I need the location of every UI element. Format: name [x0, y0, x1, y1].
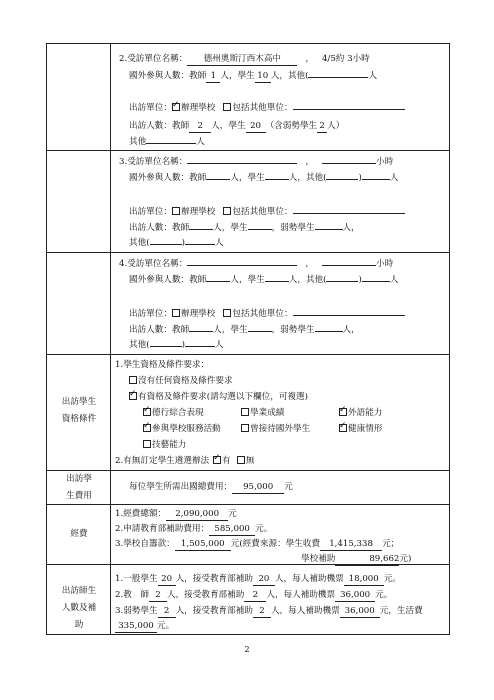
checkbox-skills[interactable] — [143, 440, 151, 448]
qualifications-none-row — [129, 375, 233, 387]
ren-label: 人 — [196, 137, 205, 147]
service-label: 參與學校服務活動 — [152, 424, 221, 434]
budget-moe-field[interactable]: 585,000 — [209, 524, 255, 536]
teachers-field[interactable]: 2 — [149, 590, 167, 602]
other-field[interactable] — [150, 346, 182, 347]
living-expense-field[interactable]: 335,000 — [115, 621, 157, 633]
visit-2-unit-line — [129, 102, 405, 114]
out-tail: ，弱勢學生 — [271, 325, 315, 335]
checkbox-no-requirements[interactable] — [129, 376, 137, 384]
students-label: 人，學生 — [213, 325, 248, 335]
checkbox-other-unit[interactable] — [223, 103, 231, 111]
host-school-label: 辦理學校 — [180, 309, 216, 319]
students-label: 人，學生 — [220, 71, 255, 81]
out-teachers-field[interactable] — [189, 331, 213, 332]
budget-label: 經費 — [70, 529, 88, 539]
disadv-subsidized-field[interactable]: 2 — [253, 606, 271, 618]
other-field[interactable] — [146, 143, 196, 144]
rules-yes-label: 有 — [222, 456, 231, 466]
checkbox-host-school[interactable] — [172, 309, 180, 317]
out-disadv-field[interactable]: 2 — [317, 121, 327, 133]
qual-option-7 — [143, 439, 186, 451]
budget-total-label: 1.經費總額： — [115, 509, 167, 519]
budget-source-label: 元(經費來源：學生收費 — [230, 539, 321, 549]
paren-close: ) — [358, 173, 362, 183]
row-divider — [47, 252, 449, 253]
checkbox-other-unit[interactable] — [223, 207, 231, 215]
comma: ， — [305, 157, 314, 167]
foreign-students-field[interactable] — [265, 179, 289, 180]
visit-unit-name[interactable] — [187, 265, 297, 266]
checkbox-language[interactable] — [339, 408, 347, 416]
has-requirements-label: 有資格及條件要求(請勾選以下欄位，可複選) — [138, 392, 308, 402]
out-tail: （含弱勢學生 — [265, 121, 318, 131]
visit-2-foreign-line — [129, 70, 377, 83]
checkbox-host-school[interactable] — [172, 103, 180, 111]
label: 元，生活費 — [379, 606, 423, 616]
conduct-label: 德行綜合表現 — [152, 408, 204, 418]
foreign-other-field[interactable] — [308, 77, 368, 78]
visit-3-other-line: 其他( ) 人 — [129, 238, 224, 248]
foreign-other-count[interactable] — [362, 281, 390, 282]
other-label: 其他 — [129, 137, 147, 147]
other-unit-label: 包括其他單位： — [232, 103, 293, 113]
qual-option-2 — [241, 407, 284, 419]
other-label: 人，其他( — [288, 275, 327, 285]
fee-text: 每位學生所需出國總費用： — [129, 482, 233, 492]
budget-self-label: 3.學校自籌款： — [115, 539, 175, 549]
school-subsidy-label: 學校補助 — [301, 554, 336, 564]
checkbox-health[interactable] — [339, 424, 347, 432]
paren-close: ) — [358, 275, 362, 285]
disadv-ticket-field[interactable]: 36,000 — [340, 606, 380, 618]
label: 2.教 師 — [115, 590, 149, 600]
budget-moe-label: 2.申請教育部補助費用： — [115, 524, 210, 534]
label: 元。 — [157, 621, 175, 631]
no-requirements-label: 沒有任何資格及條件要求 — [138, 376, 233, 386]
fee-line — [129, 481, 293, 494]
label: 人，接受教育部補助 — [175, 574, 253, 584]
teachers-subsidized-field[interactable]: 2 — [244, 590, 266, 602]
label: 人，每人補助機票 — [266, 590, 336, 600]
foreign-label: 國外參與人數：教師 — [129, 173, 207, 183]
qualifications-label: 出訪學生資格條件 — [61, 397, 97, 424]
visit-unit-name[interactable] — [187, 163, 297, 164]
other-unit-field[interactable] — [293, 213, 405, 214]
checkbox-host-school[interactable] — [172, 207, 180, 215]
student-fee-field[interactable]: 1,415,338 — [320, 539, 382, 551]
unit-label: 出訪單位： — [129, 103, 172, 113]
hours-label: 小時 — [375, 259, 394, 269]
fee-label: 出訪學生費用 — [66, 474, 92, 501]
foreign-label: 國外參與人數：教師 — [129, 275, 207, 285]
hours-field[interactable] — [322, 163, 376, 164]
budget-school-line — [301, 553, 411, 566]
visit-2-other-line — [129, 136, 205, 148]
visit-title: 4.受訪單位名稱： — [119, 259, 188, 269]
label: 1.一般學生 — [115, 574, 158, 584]
foreign-students-field[interactable]: 10 — [255, 71, 271, 83]
visit-3-unit-line — [129, 206, 405, 218]
visit-title: 2.受訪單位名稱： — [119, 54, 188, 64]
academic-label: 學業成績 — [250, 408, 285, 418]
visit-4-other-line: 其他( ) 人 — [129, 340, 224, 350]
budget-self-field[interactable]: 1,505,000 — [175, 539, 231, 551]
other-label: 其他 — [129, 238, 147, 248]
host-school-label: 辦理學校 — [180, 103, 216, 113]
checkbox-conduct[interactable] — [143, 408, 151, 416]
visit-3-foreign-line — [129, 172, 398, 184]
label: 人，每人補助機票 — [274, 574, 344, 584]
foreign-other-field[interactable] — [326, 281, 358, 282]
unit-label: 出訪單位： — [129, 207, 172, 217]
column-divider — [110, 44, 111, 634]
rules-no-label: 無 — [245, 456, 255, 466]
qualifications-heading: 1.學生資格及條件要求： — [115, 360, 210, 370]
yuan-label: 元 — [228, 509, 237, 519]
close-label: 元) — [399, 554, 412, 564]
school-subsidy-field[interactable]: 89,662 — [335, 554, 399, 566]
visit-4-title-line — [119, 258, 393, 270]
label: 元。 — [375, 590, 393, 600]
visit-3-out-line — [129, 222, 360, 234]
other-field[interactable] — [150, 244, 182, 245]
qual-option-1 — [143, 407, 204, 419]
skills-label: 技藝能力 — [152, 440, 187, 450]
visit-4-out-line — [129, 324, 360, 336]
ren-label: 人 — [214, 238, 224, 248]
out-tail2: 人， — [342, 223, 360, 233]
visit-title: 3.受訪單位名稱： — [119, 157, 188, 167]
budget-total-line — [115, 508, 237, 521]
health-label: 健康情形 — [348, 424, 383, 434]
out-tail2: 人） — [327, 121, 345, 131]
other-unit-field[interactable] — [293, 109, 405, 110]
general-students-field[interactable]: 20 — [158, 574, 176, 586]
visit-3-title-line — [119, 156, 393, 168]
fee-amount-field[interactable]: 95,000 — [232, 482, 284, 494]
teachers-ticket-field[interactable]: 36,000 — [335, 590, 375, 602]
general-subsidized-field[interactable]: 20 — [253, 574, 275, 586]
foreign-other-count[interactable] — [362, 179, 390, 180]
comma: ， — [305, 259, 314, 269]
out-teachers-field[interactable] — [189, 229, 213, 230]
hours-label: 小時 — [375, 157, 394, 167]
out-teachers-label: 出訪人數：教師 — [129, 223, 190, 233]
subsidy-line-1 — [115, 573, 401, 586]
application-table — [46, 43, 450, 635]
subsidy-line-3 — [115, 605, 423, 618]
qual-option-5 — [241, 423, 310, 435]
visit-hours: 4/5約 3小時 — [321, 54, 370, 64]
checkbox-service[interactable] — [143, 424, 151, 432]
out-disadv-field[interactable] — [315, 331, 343, 332]
other-unit-label: 包括其他單位： — [232, 207, 293, 217]
other-count-field[interactable] — [185, 244, 215, 245]
comma: ， — [305, 54, 314, 64]
yuan-label: 元。 — [255, 524, 273, 534]
ren-label: 人 — [368, 71, 378, 81]
label: 人，每人補助機票 — [270, 606, 340, 616]
budget-moe-line — [115, 523, 272, 536]
visit-unit-name[interactable]: 德州奧斯汀西木高中 — [187, 54, 297, 66]
out-students-field[interactable]: 20 — [246, 121, 266, 133]
visit-4-unit-line — [129, 308, 405, 320]
budget-self-line — [115, 538, 399, 551]
students-label: 人，學生 — [230, 173, 265, 183]
checkbox-other-unit[interactable] — [223, 309, 231, 317]
out-disadv-field[interactable] — [315, 229, 343, 230]
other-label: 人，其他( — [270, 71, 309, 81]
label: 人，接受教育部補助 — [175, 606, 253, 616]
foreign-label: 國外參與人數：教師 — [129, 71, 207, 81]
host-school-label: 辦理學校 — [180, 207, 216, 217]
students-label: 人，學生 — [230, 275, 265, 285]
budget-total-field[interactable]: 2,090,000 — [166, 509, 228, 521]
hours-field[interactable] — [322, 265, 376, 266]
subsidy-line-2 — [115, 589, 392, 602]
foreign-other-field[interactable] — [326, 179, 358, 180]
out-students-field[interactable] — [248, 331, 272, 332]
visit-4-foreign-line — [129, 274, 398, 286]
foreign-teachers-field[interactable]: 1 — [206, 71, 220, 83]
disadv-students-field[interactable]: 2 — [158, 606, 176, 618]
label: 元。 — [383, 574, 401, 584]
out-tail: ，弱勢學生 — [271, 223, 315, 233]
other-label: 其他 — [129, 340, 147, 350]
students-label: 人，學生 — [211, 121, 246, 131]
other-unit-field[interactable] — [293, 315, 405, 316]
foreign-teachers-field[interactable] — [206, 281, 230, 282]
label: 3.弱勢學生 — [115, 606, 158, 616]
other-unit-label: 包括其他單位： — [232, 309, 293, 319]
out-tail2: 人， — [342, 325, 360, 335]
unit-label: 出訪單位： — [129, 309, 172, 319]
fee-unit: 元 — [284, 482, 293, 492]
language-label: 外語能力 — [348, 408, 383, 418]
qualifications-has-row — [129, 391, 308, 403]
checkbox-rules-yes[interactable] — [213, 456, 221, 464]
other-count-field[interactable] — [185, 346, 215, 347]
checkbox-has-requirements[interactable] — [129, 392, 137, 400]
out-teachers-field[interactable]: 2 — [189, 121, 211, 133]
checkbox-rules-no[interactable] — [237, 456, 245, 464]
other-label: 人，其他( — [288, 173, 327, 183]
row-divider — [47, 354, 449, 355]
out-teachers-label: 出訪人數：教師 — [129, 121, 190, 131]
visit-2-title-line — [119, 53, 370, 66]
out-teachers-label: 出訪人數：教師 — [129, 325, 190, 335]
hosted-foreign-label: 曾接待國外學生 — [250, 424, 311, 434]
page-number: 2 — [244, 645, 250, 654]
checkbox-academic[interactable] — [241, 408, 249, 416]
qual-option-6 — [339, 423, 382, 435]
selection-rules-row — [115, 455, 254, 467]
students-label: 人，學生 — [213, 223, 248, 233]
checkbox-hosted-foreign[interactable] — [241, 424, 249, 432]
foreign-students-field[interactable] — [265, 281, 289, 282]
subsidy-line-3-cont — [115, 620, 174, 633]
general-ticket-field[interactable]: 18,000 — [344, 574, 384, 586]
label: 人，接受教育部補助 — [166, 590, 245, 600]
foreign-teachers-field[interactable] — [206, 179, 230, 180]
out-students-field[interactable] — [248, 229, 272, 230]
qual-option-4 — [143, 423, 221, 435]
ren-label: 人 — [389, 173, 399, 183]
selection-rules-label: 2.有無訂定學生遴選辦法 — [115, 456, 210, 466]
ren-label: 人 — [214, 340, 224, 350]
yuan-label: 元； — [382, 539, 400, 549]
qual-option-3 — [339, 407, 382, 419]
ren-label: 人 — [389, 275, 399, 285]
visit-2-out-line — [129, 120, 344, 133]
row-divider — [47, 150, 449, 151]
subsidy-label: 出訪師生人數及補助 — [61, 586, 97, 630]
